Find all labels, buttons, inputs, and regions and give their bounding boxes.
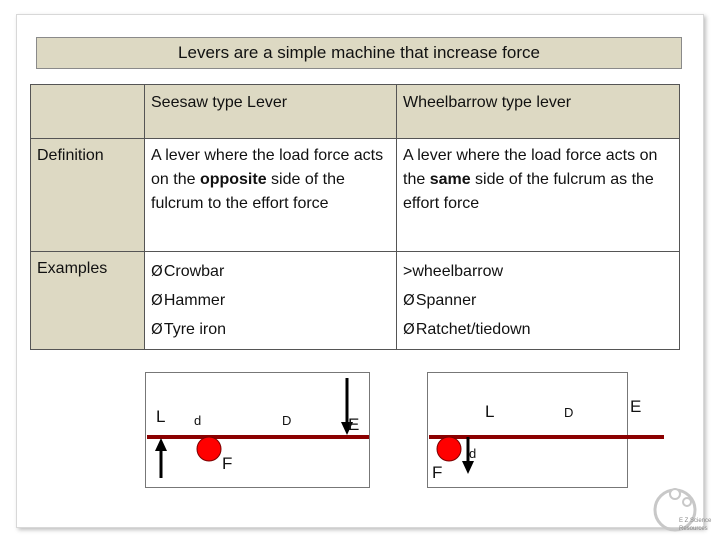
definition-label: Definition — [31, 139, 145, 252]
arrow-bullet-icon: Ø — [403, 320, 415, 338]
definition-row — [31, 139, 680, 252]
examples-label: Examples — [31, 252, 145, 350]
load-label: L — [485, 402, 495, 421]
fulcrum-circle — [197, 437, 221, 461]
logo-text-line2: Resources — [679, 526, 708, 532]
wheelbarrow-lever-diagram — [427, 372, 667, 488]
list-item: ØCrowbar — [151, 262, 225, 280]
publisher-logo — [651, 484, 717, 536]
list-item: ØTyre iron — [151, 320, 227, 338]
header-wheelbarrow: Wheelbarrow type lever — [397, 85, 680, 139]
header-seesaw: Seesaw type Lever — [145, 85, 397, 139]
list-item: ØSpanner — [403, 291, 477, 309]
arrow-bullet-icon: Ø — [151, 262, 163, 280]
definition-wheelbarrow: A lever where the load force acts on the same side of the fulcrum as the effort force — [397, 139, 680, 252]
effort-distance-label: D — [282, 413, 292, 428]
seesaw-lever-diagram — [145, 372, 370, 488]
header-empty-cell — [31, 85, 145, 139]
arrow-bullet-icon: Ø — [403, 291, 415, 309]
table-header-row — [31, 85, 680, 139]
list-item: >wheelbarrow — [403, 263, 504, 280]
examples-row — [31, 252, 680, 350]
logo-text-line1: E Z Science — [679, 518, 712, 524]
examples-seesaw — [145, 252, 397, 350]
arrow-bullet-icon: Ø — [151, 320, 163, 338]
effort-label: E — [348, 415, 360, 434]
load-label: L — [156, 407, 166, 426]
fulcrum-label: F — [222, 454, 233, 473]
slide-title: Levers are a simple machine that increase force — [36, 37, 682, 69]
effort-label: E — [630, 397, 642, 416]
arrow-bullet-icon: Ø — [151, 291, 163, 309]
fulcrum-circle — [437, 437, 461, 461]
list-item: ØHammer — [151, 291, 226, 309]
levers-table — [30, 84, 680, 350]
load-distance-label: d — [194, 413, 202, 428]
effort-distance-label: D — [564, 405, 574, 420]
examples-wheelbarrow — [397, 252, 680, 350]
load-distance-label: d — [469, 446, 477, 461]
list-item: ØRatchet/tiedown — [403, 320, 531, 338]
fulcrum-label: F — [432, 463, 443, 482]
definition-seesaw: A lever where the load force acts on the opposite side of the fulcrum to the effort force — [145, 139, 397, 252]
